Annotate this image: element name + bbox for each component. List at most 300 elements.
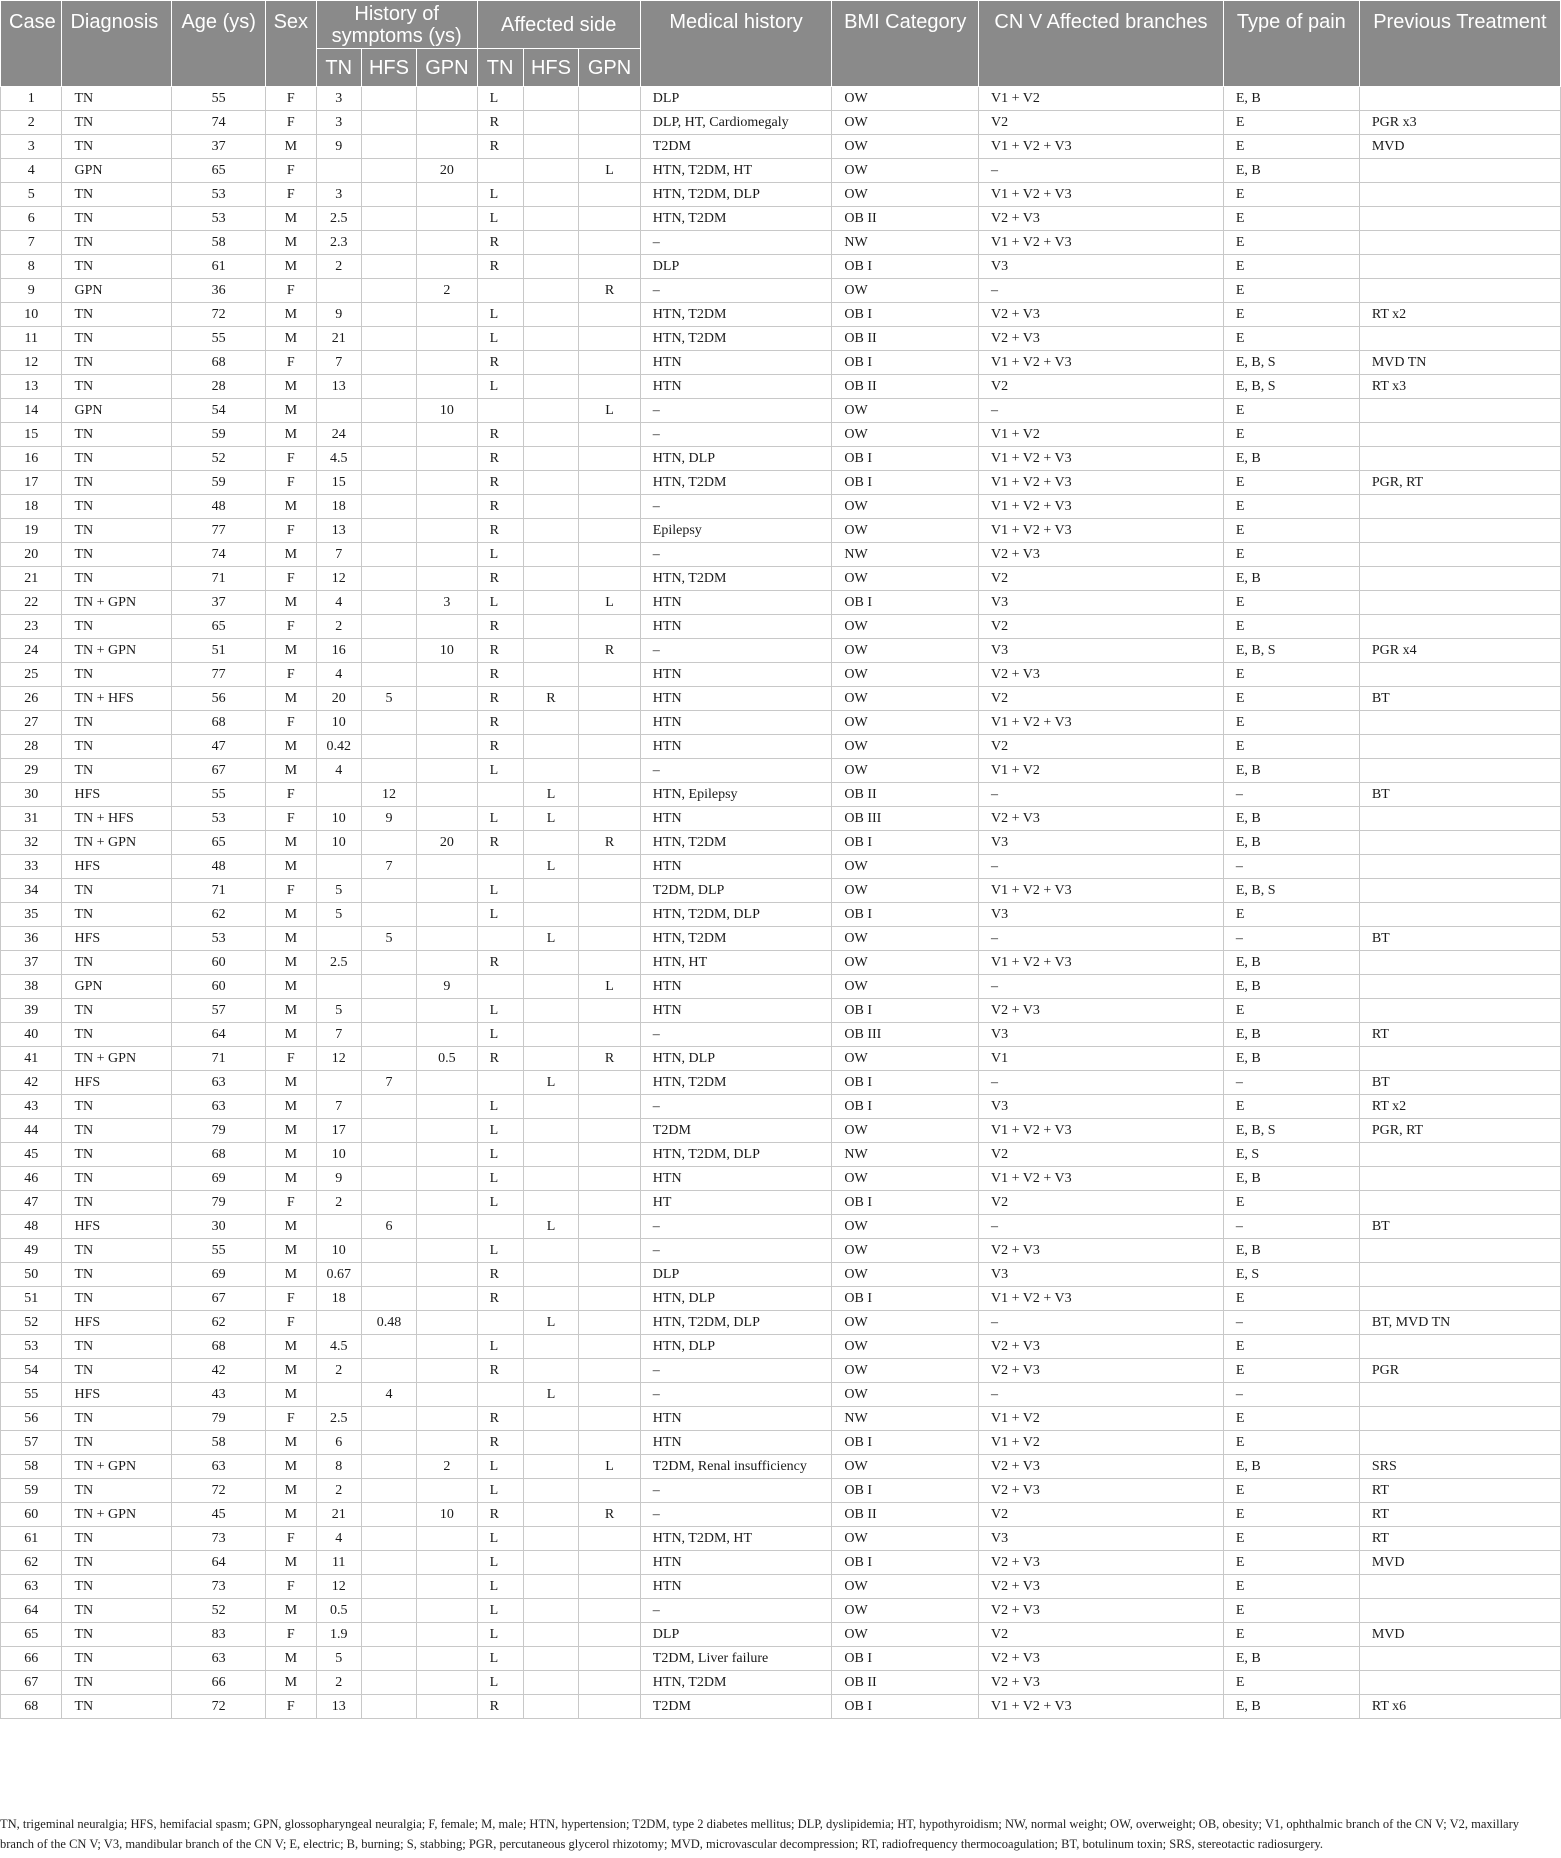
header-type-of-pain: Type of pain bbox=[1223, 1, 1359, 87]
cell-type-of-pain: E bbox=[1223, 1671, 1359, 1695]
cell-history-tn bbox=[316, 1215, 361, 1239]
cell-side-gpn bbox=[579, 1359, 641, 1383]
cell-bmi-category: OW bbox=[832, 1047, 979, 1071]
cell-medical-history: – bbox=[640, 1479, 832, 1503]
cell-history-tn: 13 bbox=[316, 1695, 361, 1719]
cell-type-of-pain: E, B bbox=[1223, 807, 1359, 831]
cell-side-gpn bbox=[579, 951, 641, 975]
cell-side-hfs bbox=[523, 375, 579, 399]
table-header bbox=[1, 1, 1561, 87]
cell-case: 50 bbox=[1, 1263, 62, 1287]
cell-diagnosis: TN bbox=[62, 1335, 172, 1359]
cell-age: 42 bbox=[172, 1359, 265, 1383]
cell-bmi-category: OB I bbox=[832, 1191, 979, 1215]
table-row bbox=[1, 999, 1561, 1023]
cell-history-gpn: 0.5 bbox=[417, 1047, 477, 1071]
cell-side-hfs bbox=[523, 1503, 579, 1527]
cell-history-hfs bbox=[361, 1239, 417, 1263]
cell-history-hfs bbox=[361, 1455, 417, 1479]
cell-side-tn: R bbox=[477, 519, 523, 543]
cell-sex: M bbox=[265, 327, 316, 351]
cell-bmi-category: NW bbox=[832, 1407, 979, 1431]
cell-history-gpn bbox=[417, 1263, 477, 1287]
cell-history-gpn bbox=[417, 807, 477, 831]
cell-side-hfs bbox=[523, 1167, 579, 1191]
header-case: Case bbox=[1, 1, 62, 87]
cell-sex: M bbox=[265, 1455, 316, 1479]
cell-history-gpn: 10 bbox=[417, 639, 477, 663]
cell-diagnosis: TN + GPN bbox=[62, 1503, 172, 1527]
cell-side-hfs bbox=[523, 1623, 579, 1647]
cell-history-hfs: 4 bbox=[361, 1383, 417, 1407]
cell-sex: M bbox=[265, 687, 316, 711]
cell-history-hfs bbox=[361, 399, 417, 423]
cell-bmi-category: OB I bbox=[832, 351, 979, 375]
cell-history-gpn: 3 bbox=[417, 591, 477, 615]
cell-cnv-branches: V1 + V2 + V3 bbox=[979, 519, 1224, 543]
cell-sex: M bbox=[265, 1503, 316, 1527]
cell-diagnosis: TN bbox=[62, 1671, 172, 1695]
cell-previous-treatment bbox=[1359, 591, 1560, 615]
cell-history-gpn bbox=[417, 423, 477, 447]
cell-diagnosis: HFS bbox=[62, 1311, 172, 1335]
cell-previous-treatment: MVD bbox=[1359, 1551, 1560, 1575]
cell-age: 37 bbox=[172, 135, 265, 159]
table-row bbox=[1, 519, 1561, 543]
table-row bbox=[1, 231, 1561, 255]
cell-history-gpn bbox=[417, 1239, 477, 1263]
cell-history-gpn: 10 bbox=[417, 1503, 477, 1527]
cell-history-gpn bbox=[417, 231, 477, 255]
cell-side-hfs bbox=[523, 303, 579, 327]
cell-bmi-category: OW bbox=[832, 1359, 979, 1383]
cell-history-hfs bbox=[361, 135, 417, 159]
cell-type-of-pain: E bbox=[1223, 423, 1359, 447]
table-row bbox=[1, 255, 1561, 279]
cell-side-gpn bbox=[579, 519, 641, 543]
cell-side-tn: R bbox=[477, 1359, 523, 1383]
cell-diagnosis: TN + GPN bbox=[62, 591, 172, 615]
cell-case: 52 bbox=[1, 1311, 62, 1335]
cell-history-gpn: 10 bbox=[417, 399, 477, 423]
cell-cnv-branches: – bbox=[979, 855, 1224, 879]
cell-bmi-category: OW bbox=[832, 975, 979, 999]
cell-diagnosis: TN bbox=[62, 1119, 172, 1143]
cell-diagnosis: TN bbox=[62, 471, 172, 495]
cell-side-tn: R bbox=[477, 447, 523, 471]
cell-side-gpn bbox=[579, 303, 641, 327]
table-row bbox=[1, 1551, 1561, 1575]
cell-case: 38 bbox=[1, 975, 62, 999]
cell-bmi-category: OW bbox=[832, 1623, 979, 1647]
cell-sex: M bbox=[265, 1215, 316, 1239]
cell-age: 55 bbox=[172, 327, 265, 351]
cell-side-gpn bbox=[579, 663, 641, 687]
cell-medical-history: HTN bbox=[640, 735, 832, 759]
cell-diagnosis: TN bbox=[62, 303, 172, 327]
table-row bbox=[1, 1407, 1561, 1431]
cell-side-tn: L bbox=[477, 1143, 523, 1167]
cell-medical-history: – bbox=[640, 231, 832, 255]
cell-bmi-category: NW bbox=[832, 543, 979, 567]
cell-cnv-branches: V2 bbox=[979, 615, 1224, 639]
cell-history-tn bbox=[316, 975, 361, 999]
cell-medical-history: HTN, T2DM bbox=[640, 1071, 832, 1095]
cell-bmi-category: OW bbox=[832, 711, 979, 735]
cell-history-gpn bbox=[417, 903, 477, 927]
cell-side-gpn bbox=[579, 255, 641, 279]
cell-bmi-category: OB II bbox=[832, 1503, 979, 1527]
cell-type-of-pain: E bbox=[1223, 231, 1359, 255]
cell-type-of-pain: E, B, S bbox=[1223, 351, 1359, 375]
cell-cnv-branches: – bbox=[979, 1311, 1224, 1335]
cell-type-of-pain: – bbox=[1223, 783, 1359, 807]
cell-cnv-branches: – bbox=[979, 927, 1224, 951]
cell-age: 56 bbox=[172, 687, 265, 711]
cell-side-gpn bbox=[579, 1551, 641, 1575]
cell-history-hfs bbox=[361, 1695, 417, 1719]
cell-bmi-category: OW bbox=[832, 735, 979, 759]
cell-medical-history: HTN bbox=[640, 1575, 832, 1599]
cell-bmi-category: OW bbox=[832, 1119, 979, 1143]
cell-side-tn: L bbox=[477, 1527, 523, 1551]
cell-history-gpn bbox=[417, 1599, 477, 1623]
cell-side-tn: L bbox=[477, 1479, 523, 1503]
cell-sex: M bbox=[265, 303, 316, 327]
cell-diagnosis: TN bbox=[62, 1647, 172, 1671]
table-row bbox=[1, 1575, 1561, 1599]
cell-diagnosis: GPN bbox=[62, 975, 172, 999]
table-row bbox=[1, 1623, 1561, 1647]
cell-cnv-branches: – bbox=[979, 279, 1224, 303]
cell-type-of-pain: E bbox=[1223, 1191, 1359, 1215]
cell-side-hfs bbox=[523, 711, 579, 735]
cell-side-tn: R bbox=[477, 231, 523, 255]
cell-sex: F bbox=[265, 279, 316, 303]
cell-side-gpn bbox=[579, 1623, 641, 1647]
cell-sex: F bbox=[265, 471, 316, 495]
cell-history-tn: 17 bbox=[316, 1119, 361, 1143]
cell-sex: M bbox=[265, 1431, 316, 1455]
cell-side-gpn bbox=[579, 1239, 641, 1263]
cell-age: 79 bbox=[172, 1119, 265, 1143]
cell-case: 66 bbox=[1, 1647, 62, 1671]
cell-previous-treatment bbox=[1359, 831, 1560, 855]
cell-previous-treatment: BT, MVD TN bbox=[1359, 1311, 1560, 1335]
cell-history-gpn bbox=[417, 303, 477, 327]
cell-type-of-pain: E bbox=[1223, 111, 1359, 135]
cell-age: 47 bbox=[172, 735, 265, 759]
cell-case: 9 bbox=[1, 279, 62, 303]
cell-age: 37 bbox=[172, 591, 265, 615]
cell-side-gpn bbox=[579, 183, 641, 207]
cell-history-gpn bbox=[417, 543, 477, 567]
cell-type-of-pain: E bbox=[1223, 1095, 1359, 1119]
table-row bbox=[1, 1599, 1561, 1623]
header-bmi-category: BMI Category bbox=[832, 1, 979, 87]
cell-cnv-branches: V3 bbox=[979, 903, 1224, 927]
cell-history-gpn bbox=[417, 135, 477, 159]
cell-case: 28 bbox=[1, 735, 62, 759]
cell-medical-history: – bbox=[640, 1359, 832, 1383]
cell-age: 73 bbox=[172, 1575, 265, 1599]
cell-side-hfs bbox=[523, 543, 579, 567]
cell-cnv-branches: – bbox=[979, 1383, 1224, 1407]
cell-age: 48 bbox=[172, 855, 265, 879]
cell-case: 43 bbox=[1, 1095, 62, 1119]
cell-side-hfs bbox=[523, 951, 579, 975]
cell-cnv-branches: V2 + V3 bbox=[979, 1575, 1224, 1599]
cell-history-gpn bbox=[417, 783, 477, 807]
cell-medical-history: DLP, HT, Cardiomegaly bbox=[640, 111, 832, 135]
cell-side-hfs bbox=[523, 111, 579, 135]
table-row bbox=[1, 1311, 1561, 1335]
cell-history-tn: 4.5 bbox=[316, 447, 361, 471]
cell-age: 67 bbox=[172, 1287, 265, 1311]
cell-previous-treatment bbox=[1359, 1287, 1560, 1311]
cell-side-gpn bbox=[579, 1311, 641, 1335]
table-row bbox=[1, 1335, 1561, 1359]
cell-medical-history: – bbox=[640, 1383, 832, 1407]
cell-side-tn bbox=[477, 855, 523, 879]
cell-previous-treatment: RT x2 bbox=[1359, 1095, 1560, 1119]
cell-previous-treatment: RT x3 bbox=[1359, 375, 1560, 399]
cell-medical-history: HTN bbox=[640, 351, 832, 375]
cell-history-gpn bbox=[417, 519, 477, 543]
cell-bmi-category: OW bbox=[832, 1599, 979, 1623]
cell-cnv-branches: V1 + V2 + V3 bbox=[979, 135, 1224, 159]
cell-side-hfs: L bbox=[523, 1071, 579, 1095]
cell-diagnosis: HFS bbox=[62, 927, 172, 951]
cell-age: 69 bbox=[172, 1263, 265, 1287]
cell-cnv-branches: V1 + V2 + V3 bbox=[979, 447, 1224, 471]
cell-side-gpn bbox=[579, 1479, 641, 1503]
subheader-history-gpn: GPN bbox=[417, 49, 477, 87]
table-row bbox=[1, 1071, 1561, 1095]
table-row bbox=[1, 183, 1561, 207]
cell-history-tn: 0.67 bbox=[316, 1263, 361, 1287]
cell-previous-treatment bbox=[1359, 1575, 1560, 1599]
cell-history-gpn: 9 bbox=[417, 975, 477, 999]
cell-side-gpn bbox=[579, 135, 641, 159]
cell-side-tn: L bbox=[477, 879, 523, 903]
cell-diagnosis: TN bbox=[62, 1479, 172, 1503]
cell-history-gpn bbox=[417, 471, 477, 495]
cell-bmi-category: OW bbox=[832, 1527, 979, 1551]
cell-case: 10 bbox=[1, 303, 62, 327]
cell-case: 22 bbox=[1, 591, 62, 615]
cell-diagnosis: HFS bbox=[62, 783, 172, 807]
cell-bmi-category: OW bbox=[832, 183, 979, 207]
cell-diagnosis: TN bbox=[62, 1239, 172, 1263]
table-row bbox=[1, 1047, 1561, 1071]
cell-age: 71 bbox=[172, 1047, 265, 1071]
cell-medical-history: – bbox=[640, 1503, 832, 1527]
cell-side-gpn bbox=[579, 1671, 641, 1695]
cell-medical-history: DLP bbox=[640, 87, 832, 111]
cell-type-of-pain: E, B, S bbox=[1223, 879, 1359, 903]
cell-diagnosis: TN bbox=[62, 543, 172, 567]
cell-age: 68 bbox=[172, 1335, 265, 1359]
cell-history-tn: 4 bbox=[316, 759, 361, 783]
cell-side-hfs bbox=[523, 1695, 579, 1719]
cell-bmi-category: OW bbox=[832, 111, 979, 135]
cell-bmi-category: OB II bbox=[832, 327, 979, 351]
cell-age: 74 bbox=[172, 111, 265, 135]
cell-side-gpn: R bbox=[579, 639, 641, 663]
cell-age: 72 bbox=[172, 1695, 265, 1719]
cell-side-hfs bbox=[523, 1047, 579, 1071]
cell-history-gpn: 2 bbox=[417, 279, 477, 303]
cell-history-gpn bbox=[417, 1143, 477, 1167]
cell-side-gpn bbox=[579, 711, 641, 735]
cell-case: 62 bbox=[1, 1551, 62, 1575]
cell-medical-history: HTN, T2DM, DLP bbox=[640, 1311, 832, 1335]
cell-side-hfs: L bbox=[523, 1383, 579, 1407]
cell-diagnosis: TN + HFS bbox=[62, 807, 172, 831]
cell-history-tn: 1.9 bbox=[316, 1623, 361, 1647]
cell-case: 20 bbox=[1, 543, 62, 567]
cell-side-hfs bbox=[523, 1407, 579, 1431]
cell-side-tn: R bbox=[477, 495, 523, 519]
cell-history-gpn bbox=[417, 1551, 477, 1575]
cell-side-hfs bbox=[523, 1551, 579, 1575]
cell-type-of-pain: E bbox=[1223, 279, 1359, 303]
cell-side-gpn: R bbox=[579, 1047, 641, 1071]
cell-side-hfs: L bbox=[523, 927, 579, 951]
cell-side-hfs bbox=[523, 447, 579, 471]
cell-bmi-category: OW bbox=[832, 855, 979, 879]
cell-history-tn: 15 bbox=[316, 471, 361, 495]
cell-medical-history: HT bbox=[640, 1191, 832, 1215]
cell-medical-history: – bbox=[640, 1215, 832, 1239]
cell-previous-treatment bbox=[1359, 207, 1560, 231]
table-row bbox=[1, 375, 1561, 399]
cell-diagnosis: TN bbox=[62, 1023, 172, 1047]
cell-medical-history: HTN bbox=[640, 663, 832, 687]
cell-history-hfs bbox=[361, 87, 417, 111]
cell-case: 16 bbox=[1, 447, 62, 471]
cell-type-of-pain: E bbox=[1223, 903, 1359, 927]
cell-bmi-category: OW bbox=[832, 567, 979, 591]
cell-side-hfs bbox=[523, 1527, 579, 1551]
cell-previous-treatment bbox=[1359, 1647, 1560, 1671]
cell-side-hfs bbox=[523, 999, 579, 1023]
cell-bmi-category: OB I bbox=[832, 255, 979, 279]
cell-case: 2 bbox=[1, 111, 62, 135]
cell-side-tn: L bbox=[477, 1167, 523, 1191]
cell-cnv-branches: V2 bbox=[979, 567, 1224, 591]
cell-case: 30 bbox=[1, 783, 62, 807]
cell-side-hfs bbox=[523, 1239, 579, 1263]
cell-cnv-branches: V1 + V2 bbox=[979, 1431, 1224, 1455]
cell-side-hfs bbox=[523, 735, 579, 759]
cell-medical-history: HTN, T2DM bbox=[640, 303, 832, 327]
cell-age: 64 bbox=[172, 1551, 265, 1575]
cell-medical-history: HTN bbox=[640, 975, 832, 999]
cell-cnv-branches: V2 + V3 bbox=[979, 807, 1224, 831]
cell-side-hfs bbox=[523, 1455, 579, 1479]
cell-cnv-branches: V2 bbox=[979, 687, 1224, 711]
cell-case: 19 bbox=[1, 519, 62, 543]
cell-case: 46 bbox=[1, 1167, 62, 1191]
cell-medical-history: HTN bbox=[640, 1431, 832, 1455]
cell-side-hfs bbox=[523, 1647, 579, 1671]
cell-previous-treatment bbox=[1359, 711, 1560, 735]
cell-medical-history: HTN, T2DM bbox=[640, 567, 832, 591]
cell-side-gpn bbox=[579, 1287, 641, 1311]
cell-history-tn: 10 bbox=[316, 1143, 361, 1167]
cell-bmi-category: OB I bbox=[832, 831, 979, 855]
cell-case: 21 bbox=[1, 567, 62, 591]
cell-previous-treatment bbox=[1359, 663, 1560, 687]
cell-cnv-branches: V1 + V2 + V3 bbox=[979, 351, 1224, 375]
cell-history-gpn bbox=[417, 759, 477, 783]
cell-diagnosis: TN bbox=[62, 735, 172, 759]
cell-side-gpn bbox=[579, 543, 641, 567]
cell-previous-treatment bbox=[1359, 519, 1560, 543]
table-row bbox=[1, 327, 1561, 351]
cell-history-hfs bbox=[361, 975, 417, 999]
cell-history-hfs bbox=[361, 231, 417, 255]
cell-history-gpn bbox=[417, 999, 477, 1023]
cell-sex: F bbox=[265, 87, 316, 111]
cell-sex: M bbox=[265, 591, 316, 615]
cell-case: 1 bbox=[1, 87, 62, 111]
cell-cnv-branches: V1 bbox=[979, 1047, 1224, 1071]
cell-history-gpn bbox=[417, 879, 477, 903]
cell-diagnosis: TN bbox=[62, 711, 172, 735]
cell-side-hfs bbox=[523, 639, 579, 663]
cell-history-gpn bbox=[417, 735, 477, 759]
cell-history-tn: 12 bbox=[316, 567, 361, 591]
cell-history-hfs bbox=[361, 1263, 417, 1287]
cell-previous-treatment bbox=[1359, 1167, 1560, 1191]
table-row bbox=[1, 1143, 1561, 1167]
cell-type-of-pain: E bbox=[1223, 687, 1359, 711]
cell-history-gpn: 20 bbox=[417, 159, 477, 183]
cell-side-gpn: R bbox=[579, 831, 641, 855]
cell-medical-history: HTN bbox=[640, 687, 832, 711]
cell-diagnosis: TN bbox=[62, 1263, 172, 1287]
cell-age: 59 bbox=[172, 471, 265, 495]
cell-side-gpn bbox=[579, 1527, 641, 1551]
header-cnv-branches: CN V Affected branches bbox=[979, 1, 1224, 87]
cell-diagnosis: TN bbox=[62, 951, 172, 975]
cell-cnv-branches: V2 bbox=[979, 1503, 1224, 1527]
cell-history-gpn bbox=[417, 327, 477, 351]
cell-medical-history: T2DM, Liver failure bbox=[640, 1647, 832, 1671]
cell-case: 13 bbox=[1, 375, 62, 399]
cell-history-tn: 10 bbox=[316, 711, 361, 735]
cell-bmi-category: OB II bbox=[832, 783, 979, 807]
cell-previous-treatment bbox=[1359, 399, 1560, 423]
cell-side-gpn bbox=[579, 1599, 641, 1623]
cell-sex: M bbox=[265, 423, 316, 447]
cell-side-gpn bbox=[579, 1119, 641, 1143]
cell-sex: F bbox=[265, 1047, 316, 1071]
cell-diagnosis: TN bbox=[62, 999, 172, 1023]
cell-previous-treatment bbox=[1359, 951, 1560, 975]
cell-diagnosis: HFS bbox=[62, 1071, 172, 1095]
cell-sex: F bbox=[265, 351, 316, 375]
table-row bbox=[1, 735, 1561, 759]
cell-case: 63 bbox=[1, 1575, 62, 1599]
cell-previous-treatment: BT bbox=[1359, 1215, 1560, 1239]
cell-sex: M bbox=[265, 1119, 316, 1143]
table-row bbox=[1, 279, 1561, 303]
cell-history-gpn bbox=[417, 711, 477, 735]
